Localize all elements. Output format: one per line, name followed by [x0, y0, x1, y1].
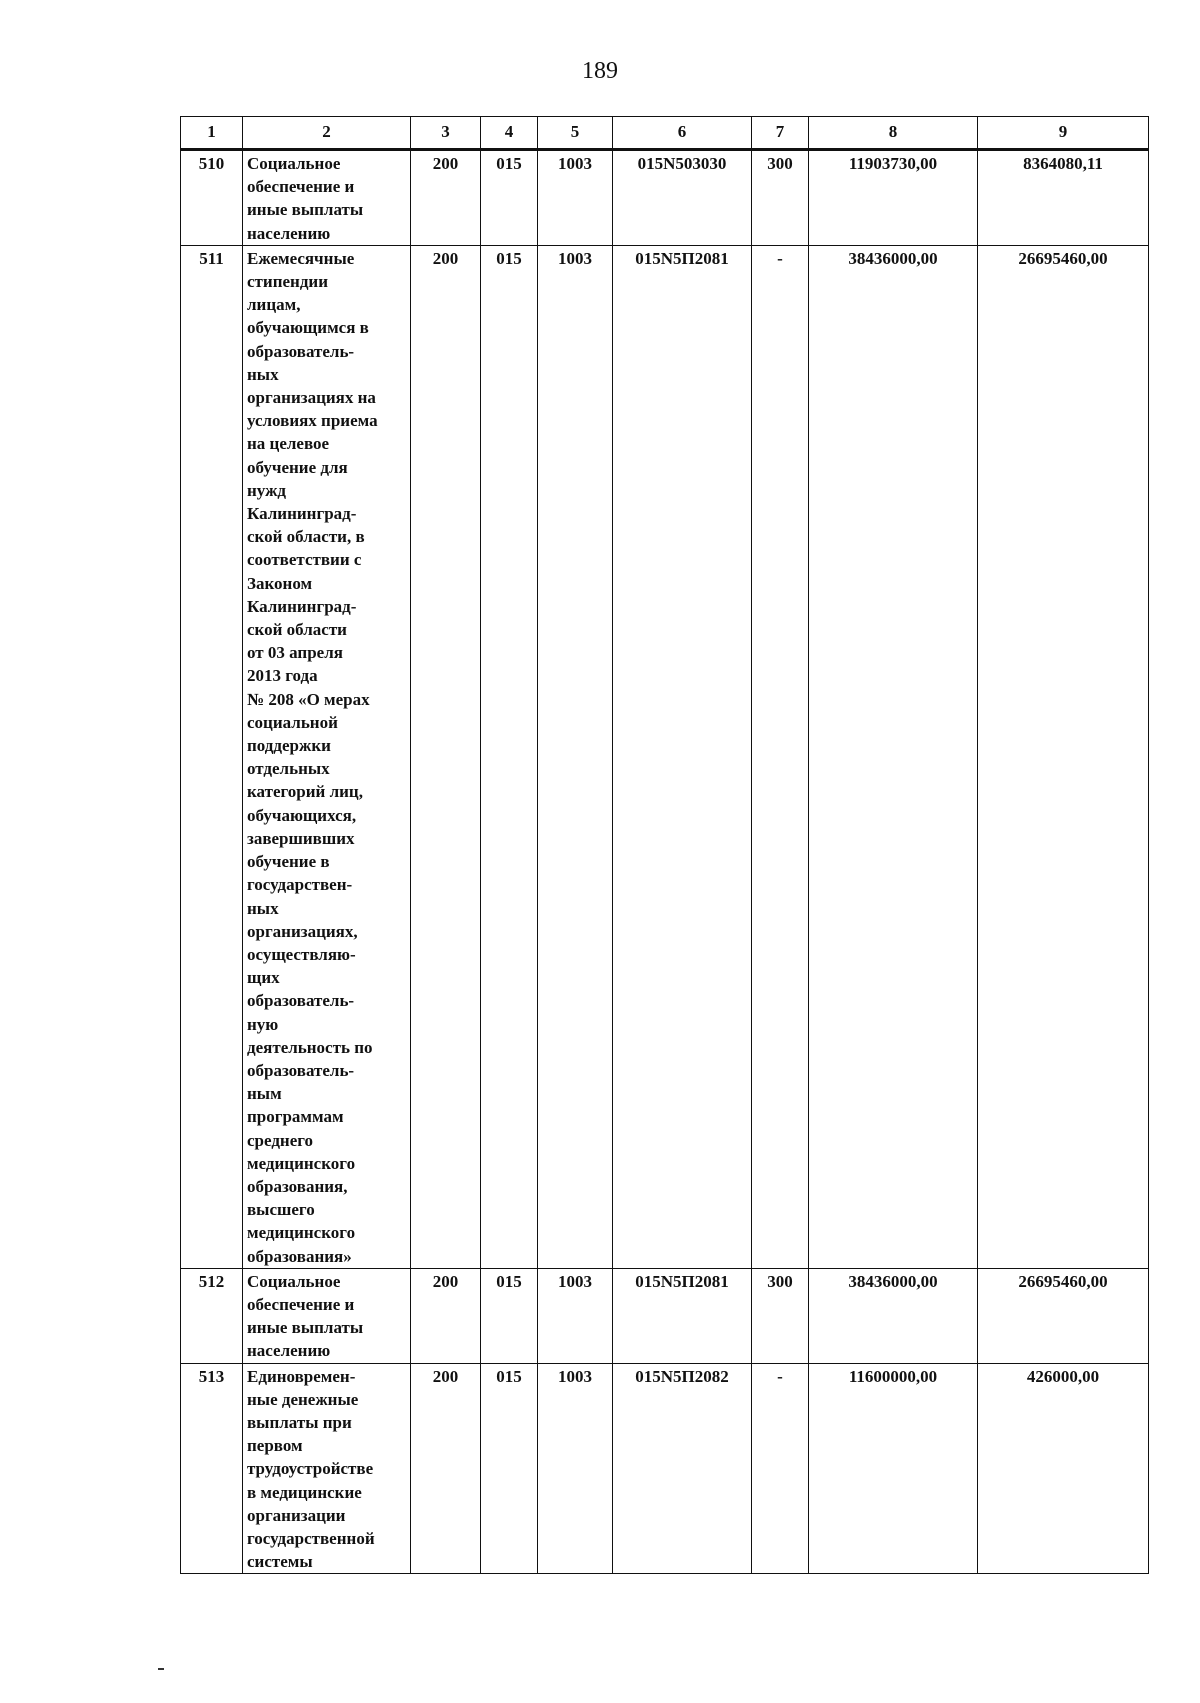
- col4-value: 015: [481, 245, 538, 1268]
- col5-value: 1003: [538, 1363, 613, 1574]
- row-number: 513: [181, 1363, 243, 1574]
- column-header: 1: [181, 117, 243, 150]
- description-line: щих: [247, 968, 280, 988]
- description-line: обеспечение и: [247, 177, 355, 197]
- description-line: завершивших: [247, 828, 355, 848]
- page-number: 189: [582, 58, 618, 84]
- column-header: 5: [538, 117, 613, 150]
- description-line: системы: [247, 1552, 313, 1572]
- amount-col9: 26695460,00: [978, 1268, 1149, 1363]
- description-line: ным: [247, 1084, 282, 1104]
- row-number: 512: [181, 1268, 243, 1363]
- description-line: государствен-: [247, 875, 353, 895]
- description-line: организациях,: [247, 921, 358, 941]
- description-line: Калининград-: [247, 596, 357, 616]
- description-line: обучение для: [247, 457, 348, 477]
- col3-value: 200: [411, 1363, 481, 1574]
- table-row: [181, 1363, 1149, 1574]
- row-description: [243, 245, 411, 1268]
- row-number: 511: [181, 245, 243, 1268]
- description-line: образователь-: [247, 991, 355, 1011]
- description-line: ных: [247, 364, 279, 384]
- row-number: 510: [181, 150, 243, 246]
- description-line: первом: [247, 1436, 303, 1456]
- col5-value: 1003: [538, 150, 613, 246]
- description-line: среднего: [247, 1130, 314, 1150]
- description-line: лицам,: [247, 295, 301, 315]
- column-header: 9: [978, 117, 1149, 150]
- description-line: населению: [247, 223, 331, 243]
- description-line: образования,: [247, 1176, 348, 1196]
- description-line: выплаты при: [247, 1412, 352, 1432]
- description-line: организациях на: [247, 388, 376, 408]
- description-line: Законом: [247, 573, 313, 593]
- col5-value: 1003: [538, 1268, 613, 1363]
- description-line: соответствии с: [247, 550, 362, 570]
- header-row: [181, 117, 1149, 150]
- row-description: [243, 1363, 411, 1574]
- budget-table: [180, 116, 1149, 1574]
- column-header: 8: [809, 117, 978, 150]
- table-row: [181, 1268, 1149, 1363]
- amount-col9: 8364080,11: [978, 150, 1149, 246]
- description-line: трудоустройстве: [247, 1459, 374, 1479]
- column-header: 2: [243, 117, 411, 150]
- description-line: ской области, в: [247, 527, 365, 547]
- description-line: населению: [247, 1341, 331, 1361]
- row-description: [243, 150, 411, 246]
- description-line: иные выплаты: [247, 200, 364, 220]
- col3-value: 200: [411, 150, 481, 246]
- description-line: ской области: [247, 620, 347, 640]
- target-article-code: 015N5П2081: [613, 1268, 752, 1363]
- description-line: на целевое: [247, 434, 330, 454]
- amount-col8: 11600000,00: [809, 1363, 978, 1574]
- amount-col9: 426000,00: [978, 1363, 1149, 1574]
- description-line: Социальное: [247, 154, 341, 173]
- description-line: обучающимся в: [247, 318, 369, 338]
- amount-col9: 26695460,00: [978, 245, 1149, 1268]
- table-row: [181, 150, 1149, 246]
- amount-col8: 11903730,00: [809, 150, 978, 246]
- col4-value: 015: [481, 150, 538, 246]
- expense-type-code: -: [752, 245, 809, 1268]
- target-article-code: 015N5П2082: [613, 1363, 752, 1574]
- description-line: ную: [247, 1014, 279, 1034]
- expense-type-code: 300: [752, 150, 809, 246]
- column-header: 6: [613, 117, 752, 150]
- description-line: Ежемесячные: [247, 248, 355, 268]
- description-line: образователь-: [247, 1060, 355, 1080]
- description-line: ные денежные: [247, 1389, 359, 1409]
- scan-mark: [158, 1668, 164, 1670]
- description-line: от 03 апреля: [247, 643, 343, 663]
- description-line: стипендии: [247, 272, 329, 292]
- description-line: медицинского: [247, 1223, 356, 1243]
- col3-value: 200: [411, 245, 481, 1268]
- description-line: высшего: [247, 1200, 315, 1220]
- col5-value: 1003: [538, 245, 613, 1268]
- description-line: Калининград-: [247, 504, 357, 524]
- description-line: поддержки: [247, 736, 331, 756]
- description-line: обеспечение и: [247, 1294, 355, 1314]
- description-line: медицинского: [247, 1153, 356, 1173]
- description-line: образования»: [247, 1246, 352, 1266]
- amount-col8: 38436000,00: [809, 1268, 978, 1363]
- description-line: Социальное: [247, 1271, 341, 1291]
- column-header: 7: [752, 117, 809, 150]
- description-line: организации: [247, 1505, 346, 1525]
- col4-value: 015: [481, 1363, 538, 1574]
- col4-value: 015: [481, 1268, 538, 1363]
- description-line: категорий лиц,: [247, 782, 363, 802]
- description-line: обучающихся,: [247, 805, 357, 825]
- row-description: [243, 1268, 411, 1363]
- description-line: ных: [247, 898, 279, 918]
- expense-type-code: -: [752, 1363, 809, 1574]
- target-article-code: 015N5П2081: [613, 245, 752, 1268]
- amount-col8: 38436000,00: [809, 245, 978, 1268]
- description-line: нужд: [247, 480, 286, 500]
- description-line: отдельных: [247, 759, 330, 779]
- table-row: [181, 245, 1149, 1268]
- description-line: образователь-: [247, 341, 355, 361]
- description-line: № 208 «О мерах: [247, 689, 370, 709]
- description-line: 2013 года: [247, 666, 318, 686]
- col3-value: 200: [411, 1268, 481, 1363]
- description-line: иные выплаты: [247, 1318, 364, 1338]
- description-line: программам: [247, 1107, 344, 1127]
- description-line: осуществляю-: [247, 944, 356, 964]
- description-line: социальной: [247, 712, 338, 732]
- description-line: обучение в: [247, 852, 330, 872]
- description-line: государственной: [247, 1528, 375, 1548]
- column-header: 4: [481, 117, 538, 150]
- description-line: в медицинские: [247, 1482, 362, 1502]
- expense-type-code: 300: [752, 1268, 809, 1363]
- column-header: 3: [411, 117, 481, 150]
- description-line: условиях приема: [247, 411, 378, 431]
- description-line: Единовремен-: [247, 1366, 356, 1386]
- description-line: деятельность по: [247, 1037, 373, 1057]
- target-article-code: 015N503030: [613, 150, 752, 246]
